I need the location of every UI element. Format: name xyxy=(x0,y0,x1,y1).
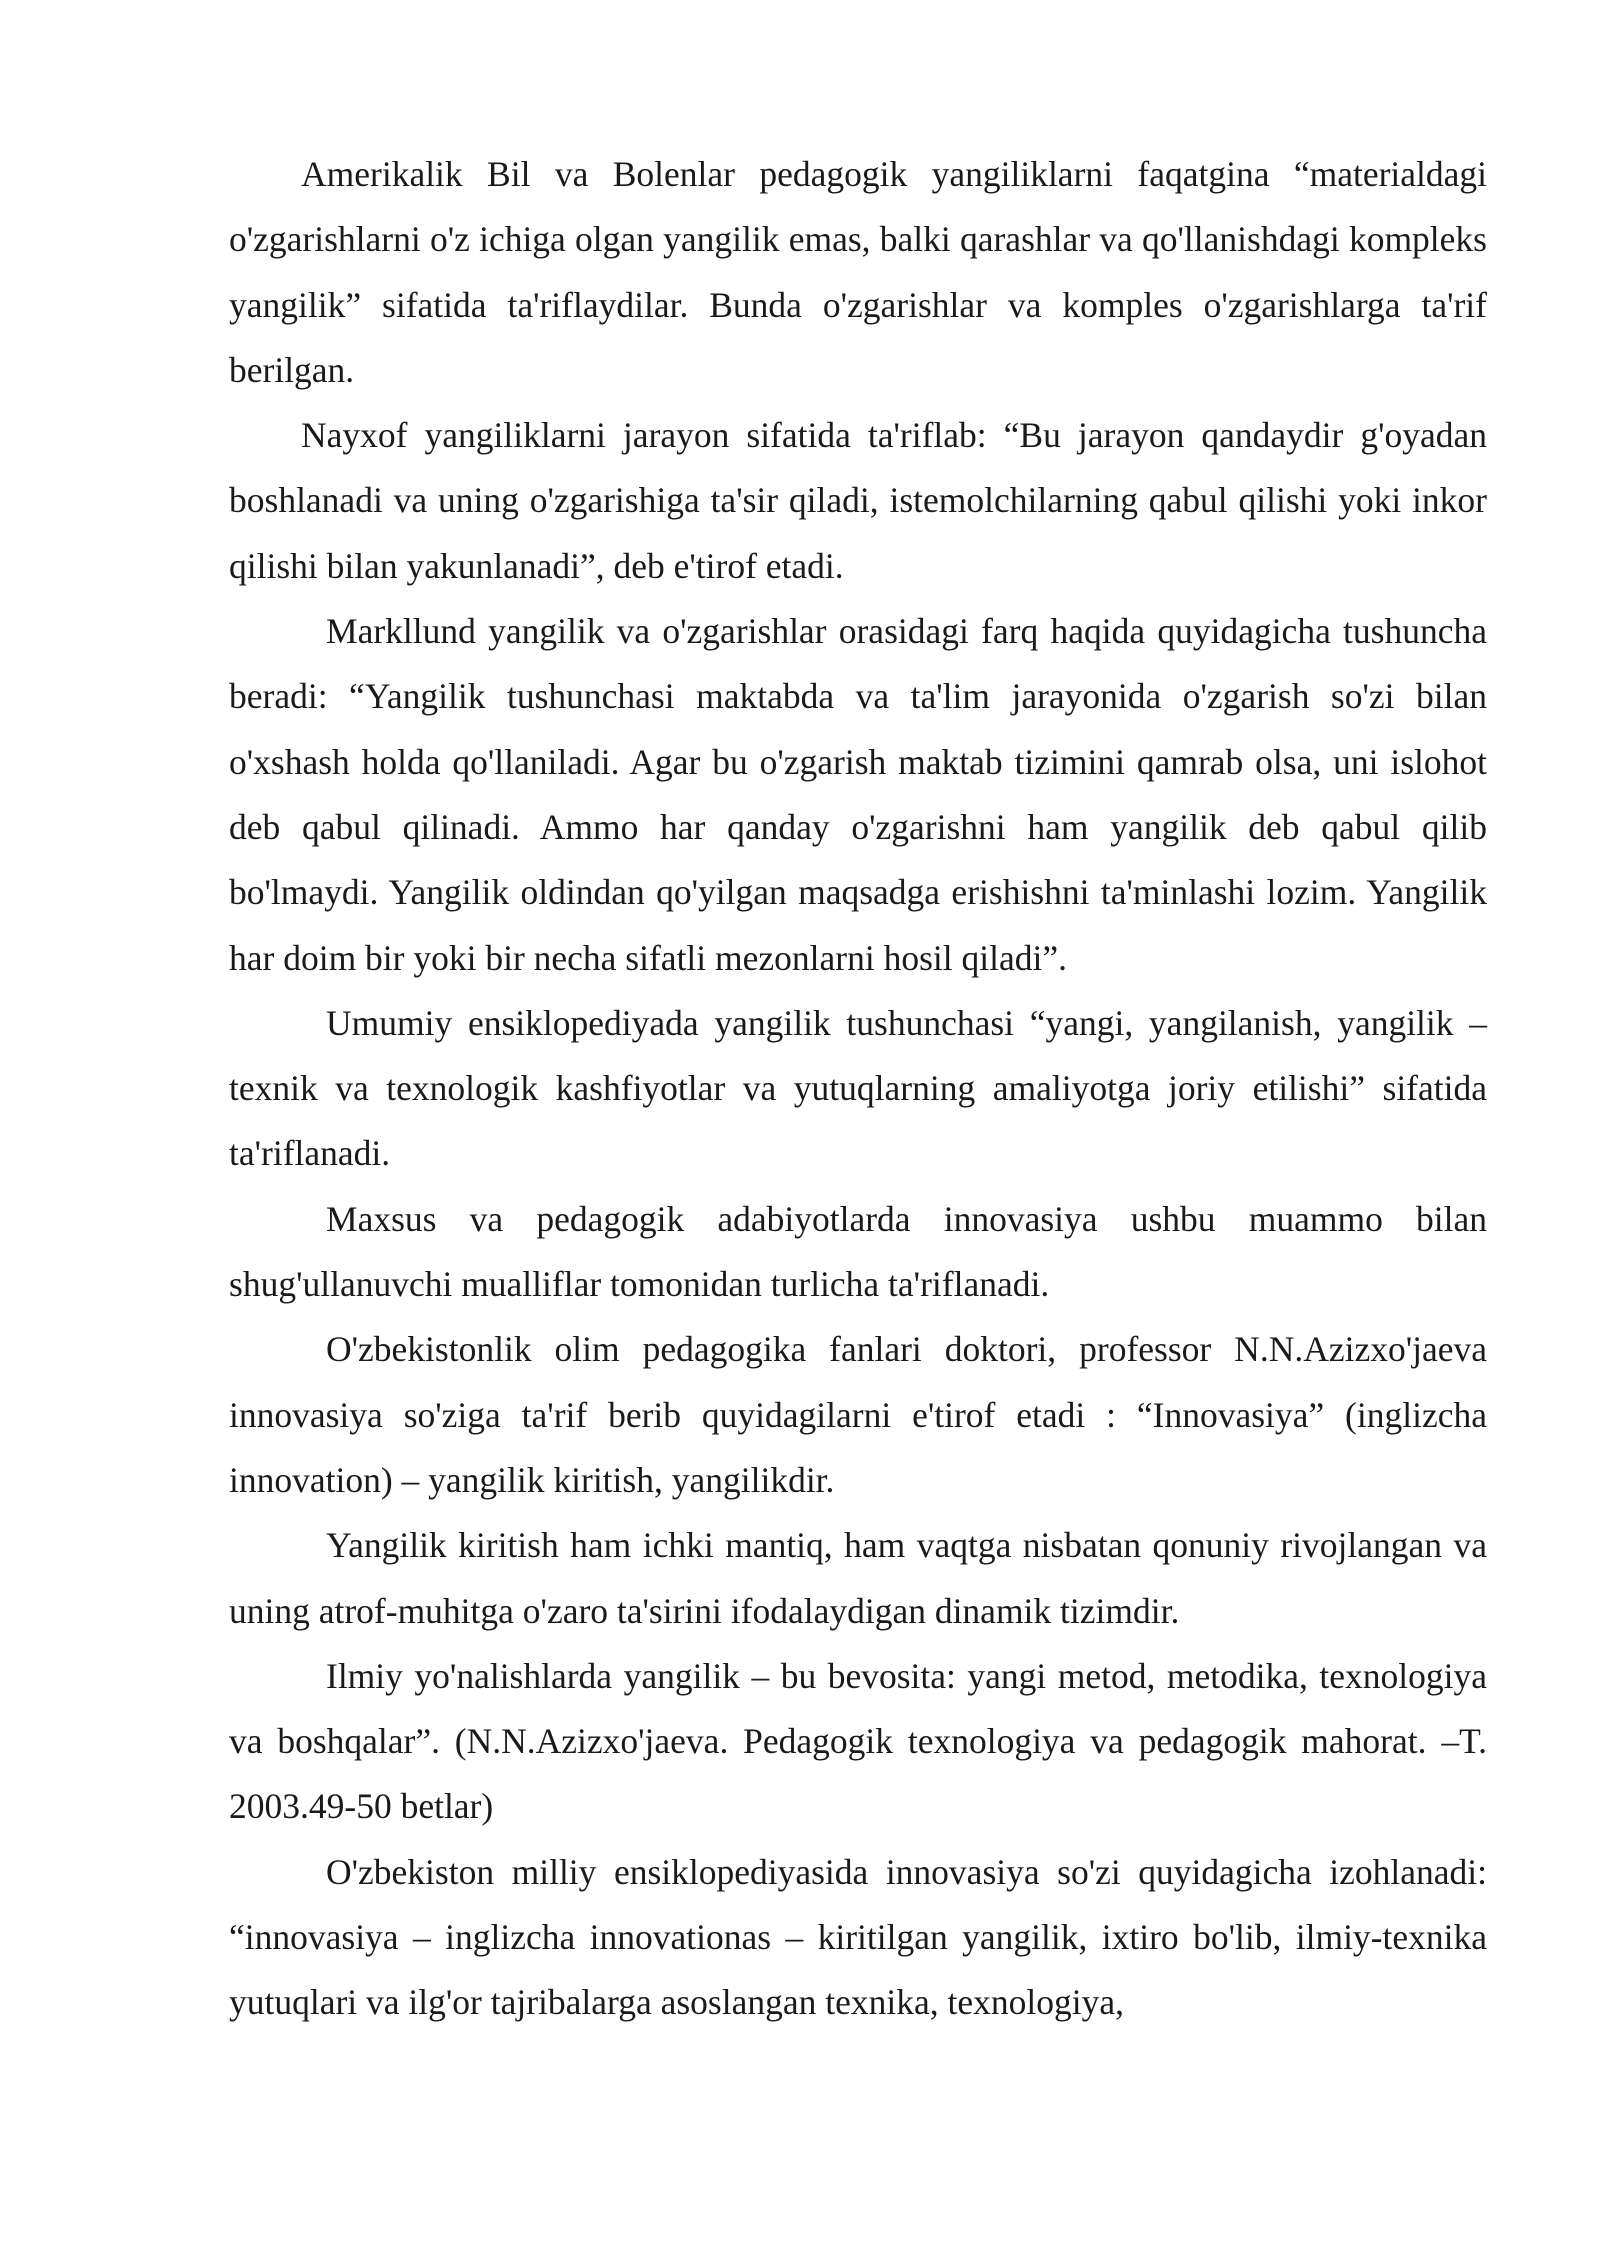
paragraph-umumiy-ensiklopediya: Umumiy ensiklopediyada yangilik tushunchasi “yangi, yangilanish, yangilik – texnik va texnologik kashfiyotlar va yutuqlarning amaliyotga joriy etilishi” sifatida ta'riflanadi. xyxy=(229,1002,1487,1174)
paragraph-maxsus-adabiyotlar: Maxsus va pedagogik adabiyotlarda innovasiya ushbu muammo bilan shug'ullanuvchi mualliflar tomonidan turlicha ta'riflanadi. xyxy=(229,1198,1487,1305)
paragraph-markllund: Markllund yangilik va o'zgarishlar orasidagi farq haqida quyidagicha tushuncha beradi: “Yangilik tushunchasi maktabda va ta'lim jarayonida o'zgarish so'zi bilan o'xshash holda qo'llaniladi. Agar bu o'zgarish maktab tizimini qamrab olsa, uni islohot deb qabul qilinadi. Ammo har qanday o'zgarishni ham yangilik deb qabul qilib bo'lmaydi. Yangilik oldindan qo'yilgan maqsadga erishishni ta'minlashi lozim. Yangilik har doim bir yoki bir necha sifatli mezonlarni hosil qiladi”. xyxy=(229,611,1487,978)
paragraph-nayxof: Nayxof yangiliklarni jarayon sifatida ta'riflab: “Bu jarayon qandaydir g'oyadan boshlanadi va uning o'zgarishiga ta'sir qiladi, istemolchilarning qabul qilishi yoki inkor qilishi bilan yakunlanadi”, deb e'tirof etadi. xyxy=(229,415,1487,586)
paragraph-ilmiy-yonalishlar: Ilmiy yo'nalishlarda yangilik – bu bevosita: yangi metod, metodika, texnologiya va boshqalar”. (N.N.Azizxo'jaeva. Pedagogik texnologiya va pedagogik mahorat. –T. 2003.49-50 betlar) xyxy=(229,1655,1487,1827)
paragraph-milliy-ensiklopediya: O'zbekiston milliy ensiklopediyasida innovasiya so'zi quyidagicha izohlanadi: “innovasiya – inglizcha innovationas – kiritilgan yangilik, ixtiro bo'lib, ilmiy-texnika yutuqlari va ilg'or tajribalarga asoslangan texnika, texnologiya, xyxy=(229,1851,1487,2023)
paragraph-bil-bolenlar: Amerikalik Bil va Bolenlar pedagogik yangiliklarni faqatgina “materialdagi o'zgarishlarni o'z ichiga olgan yangilik emas, balki qarashlar va qo'llanishdagi kompleks yangilik” sifatida ta'riflaydilar. Bunda o'zgarishlar va komples o'zgarishlarga ta'rif berilgan. xyxy=(229,154,1487,390)
document-page xyxy=(229,142,1487,2036)
paragraph-azizxojaeva: O'zbekistonlik olim pedagogika fanlari doktori, professor N.N.Azizxo'jaeva innovasiya so'ziga ta'rif berib quyidagilarni e'tirof etadi : “Innovasiya” (inglizcha innovation) – yangilik kiritish, yangilikdir. xyxy=(229,1329,1487,1500)
paragraph-yangilik-kiritish: Yangilik kiritish ham ichki mantiq, ham vaqtga nisbatan qonuniy rivojlangan va uning atrof-muhitga o'zaro ta'sirini ifodalaydigan dinamik tizimdir. xyxy=(229,1525,1487,1631)
